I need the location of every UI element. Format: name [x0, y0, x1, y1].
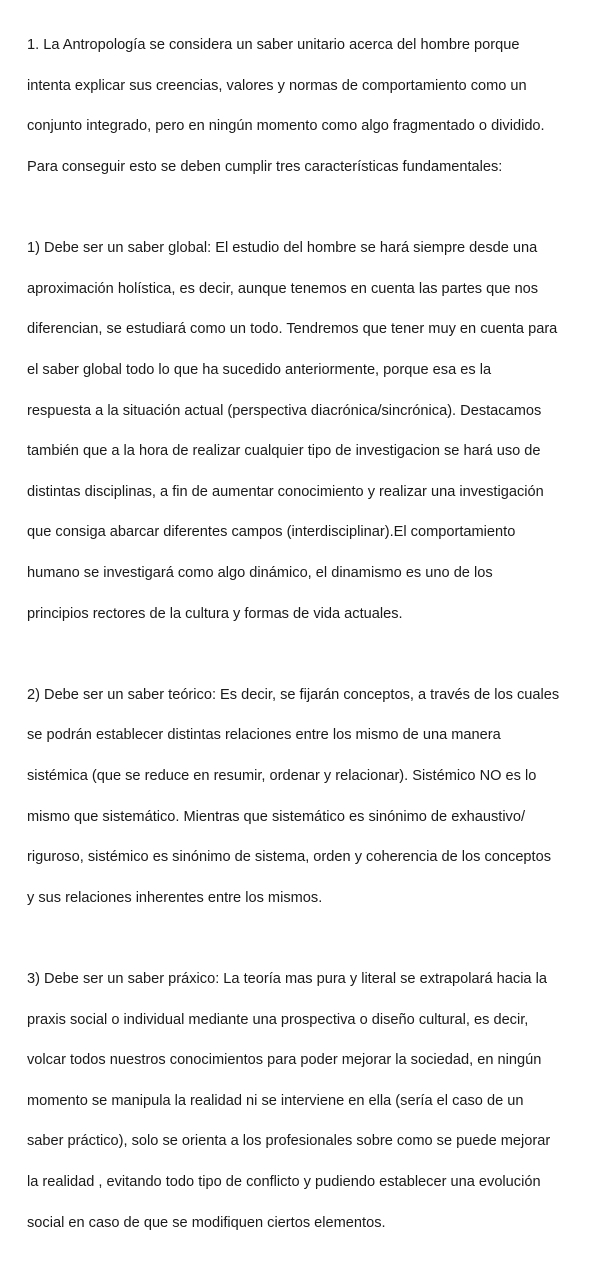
text-line: 2) Debe ser un saber teórico: Es decir, se fijarán conceptos, a través de los cuales: [27, 686, 560, 703]
text-line: conjunto integrado, pero en ningún momento como algo fragmentado o dividido.: [27, 118, 545, 135]
text-line: Para conseguir esto se deben cumplir tres características fundamentales:: [27, 159, 503, 176]
text-line: diferencian, se estudiará como un todo. Tendremos que tener muy en cuenta para: [27, 321, 558, 338]
text-line: praxis social o individual mediante una prospectiva o diseño cultural, es decir,: [27, 1011, 529, 1028]
text-line: se podrán establecer distintas relaciones entre los mismo de una manera: [27, 727, 501, 744]
text-line: 3) Debe ser un saber práxico: La teoría mas pura y literal se extrapolará hacia la: [27, 970, 547, 987]
text-line: 1. La Antropología se considera un saber unitario acerca del hombre porque: [27, 37, 520, 54]
text-line: también que a la hora de realizar cualquier tipo de investigacion se hará uso de: [27, 443, 541, 460]
text-line: volcar todos nuestros conocimientos para poder mejorar la sociedad, en ningún: [27, 1052, 542, 1069]
text-line: momento se manipula la realidad ni se interviene en ella (sería el caso de un: [27, 1092, 524, 1109]
document-page: [27, 15, 575, 1273]
text-line: que consiga abarcar diferentes campos (interdisciplinar).El comportamiento: [27, 524, 516, 541]
text-line: respuesta a la situación actual (perspectiva diacrónica/sincrónica). Destacamos: [27, 402, 542, 419]
text-line: humano se investigará como algo dinámico, el dinamismo es uno de los: [27, 565, 493, 582]
text-line: sistémica (que se reduce en resumir, ordenar y relacionar). Sistémico NO es lo: [27, 767, 537, 784]
text-line: distintas disciplinas, a fin de aumentar conocimiento y realizar una investigación: [27, 483, 544, 500]
text-line: aproximación holística, es decir, aunque tenemos en cuenta las partes que nos: [27, 280, 539, 297]
text-line: social en caso de que se modifiquen ciertos elementos.: [27, 1214, 386, 1231]
text-line: saber práctico), solo se orienta a los profesionales sobre como se puede mejorar: [27, 1133, 551, 1150]
paragraph-intro: [27, 15, 575, 198]
paragraph-saber-global: [27, 218, 575, 644]
text-line: principios rectores de la cultura y formas de vida actuales.: [27, 605, 403, 622]
paragraph-saber-praxico: [27, 949, 575, 1253]
text-line: intenta explicar sus creencias, valores y normas de comportamiento como un: [27, 77, 527, 94]
text-line: mismo que sistemático. Mientras que sistemático es sinónimo de exhaustivo/: [27, 808, 526, 825]
text-line: la realidad , evitando todo tipo de conflicto y pudiendo establecer una evolución: [27, 1173, 541, 1190]
text-line: 1) Debe ser un saber global: El estudio del hombre se hará siempre desde una: [27, 240, 538, 257]
text-line: el saber global todo lo que ha sucedido anteriormente, porque esa es la: [27, 362, 492, 379]
paragraph-saber-teorico: [27, 665, 575, 929]
text-line: riguroso, sistémico es sinónimo de sistema, orden y coherencia de los conceptos: [27, 849, 552, 866]
text-line: y sus relaciones inherentes entre los mismos.: [27, 889, 323, 906]
